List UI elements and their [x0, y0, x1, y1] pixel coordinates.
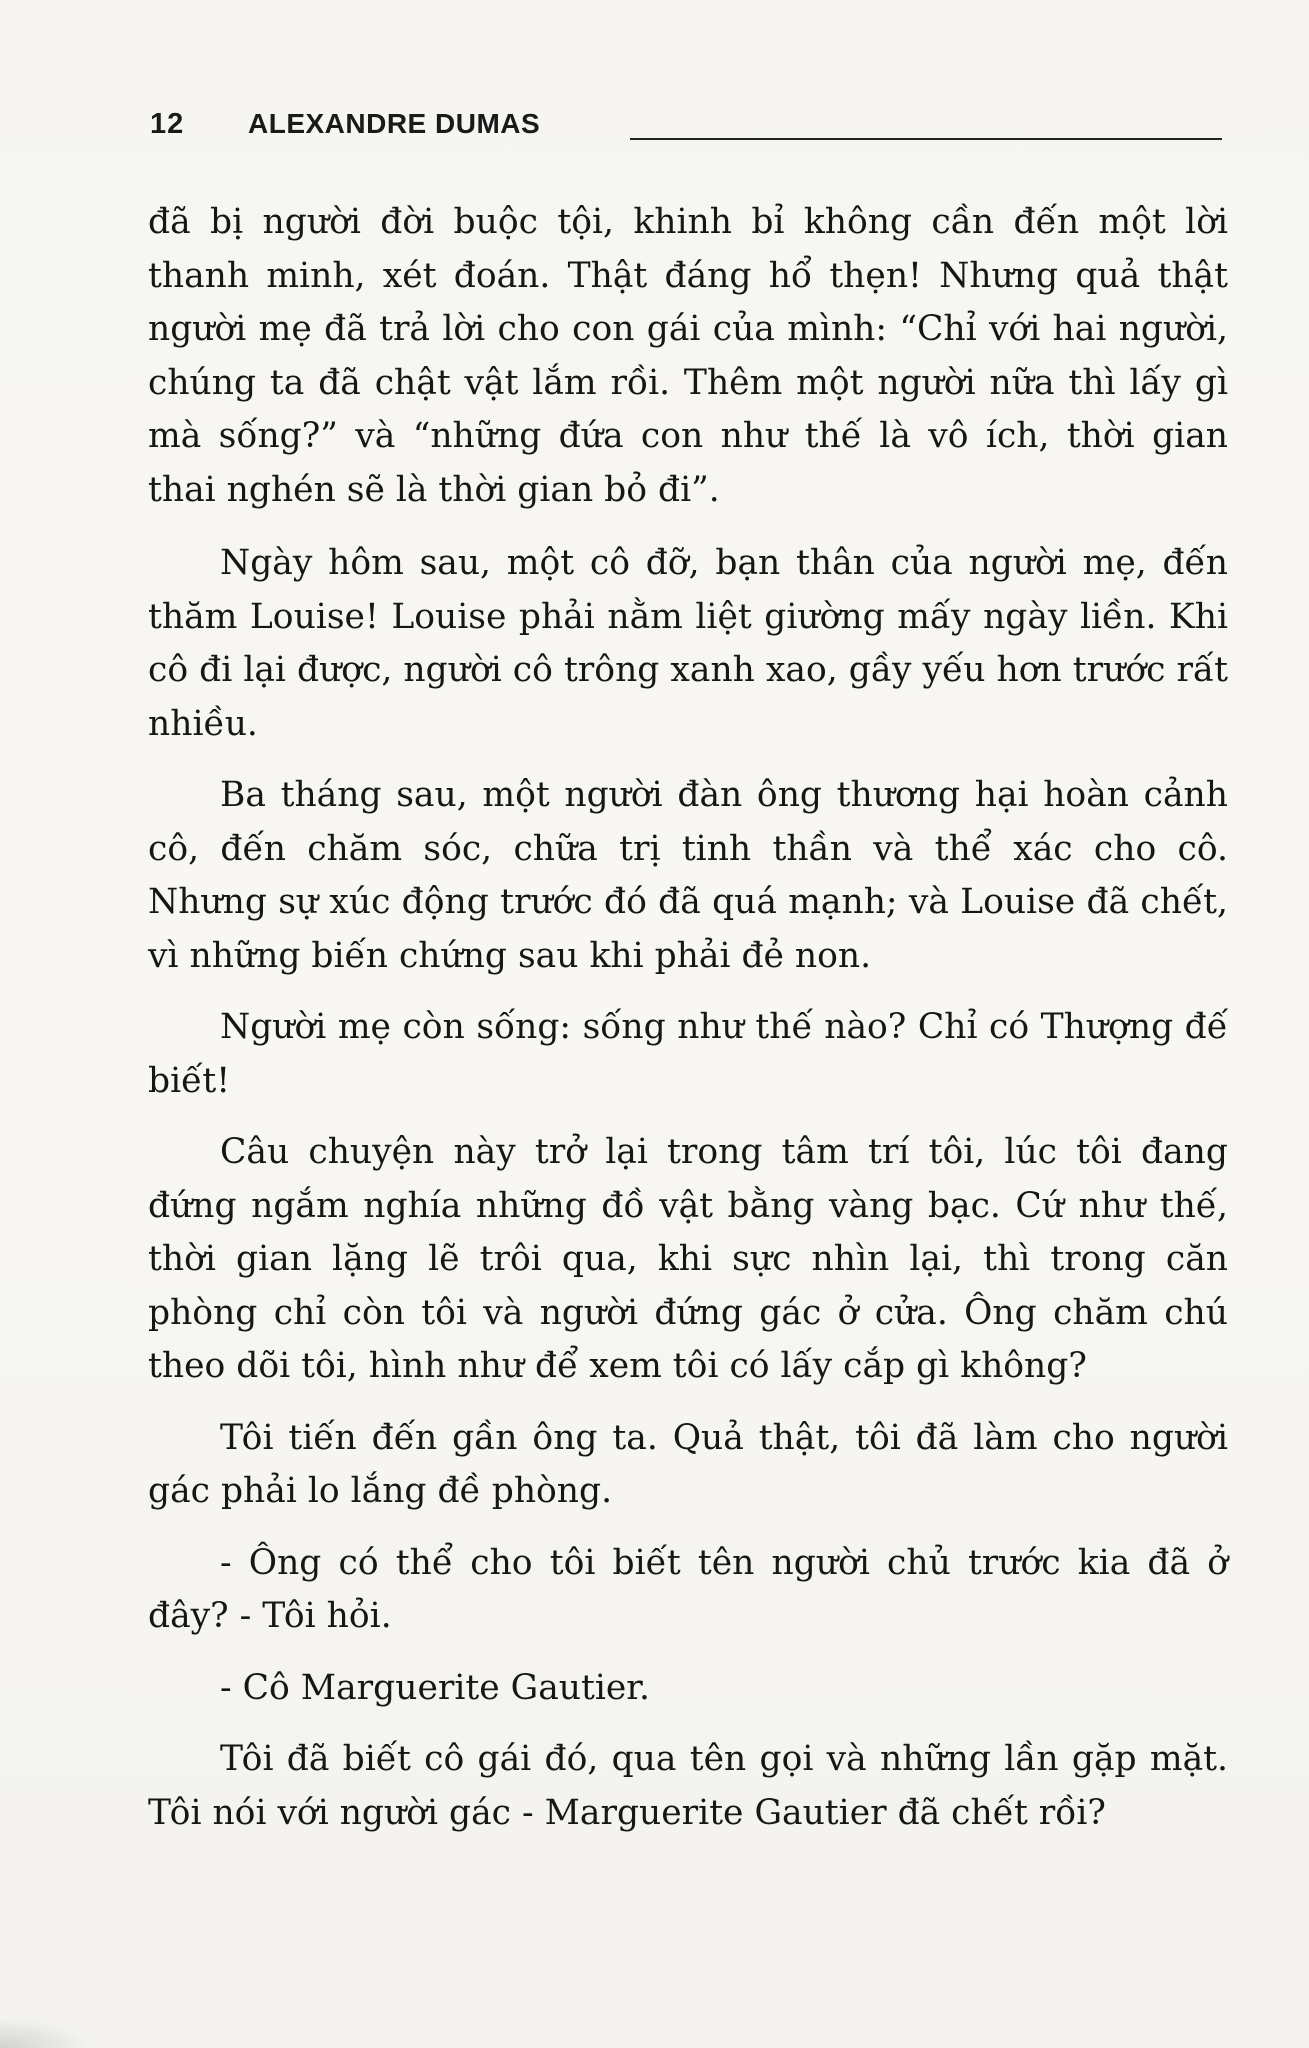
paragraph: Tôi đã biết cô gái đó, qua tên gọi và những lần gặp mặt. Tôi nói với người gác - Marguerite Gautier đã chết rồi?: [148, 1739, 1228, 1833]
paragraph: Câu chuyện này trở lại trong tâm trí tôi, lúc tôi đang đứng ngắm nghía những đồ vật bằng vàng bạc. Cứ như thế, thời gian lặng lẽ trôi qua, khi sực nhìn lại, thì trong căn phòng chỉ còn tôi và người đứng gác ở cửa. Ông chăm chú theo dõi tôi, hình như để xem tôi có lấy cắp gì không?: [148, 1132, 1228, 1386]
body-text: [148, 196, 1228, 1840]
paragraph: đã bị người đời buộc tội, khinh bỉ không cần đến một lời thanh minh, xét đoán. Thật đáng hổ thẹn! Nhưng quả thật người mẹ đã trả lời cho con gái của mình: “Chỉ với hai người, chúng ta đã chật vật lắm rồi. Thêm một người nữa thì lấy gì mà sống?” và “những đứa con như thế là vô ích, thời gian thai nghén sẽ là thời gian bỏ đi”.: [148, 202, 1228, 510]
page-number: 12: [150, 108, 185, 140]
paragraph: Người mẹ còn sống: sống như thế nào? Chỉ có Thượng đế biết!: [148, 1007, 1228, 1101]
dialogue-line: - Ông có thể cho tôi biết tên người chủ trước kia đã ở đây? - Tôi hỏi.: [148, 1542, 1228, 1636]
page-header: [150, 108, 1225, 148]
page-corner-shadow: [0, 2018, 90, 2048]
running-head-author: ALEXANDRE DUMAS: [248, 108, 541, 139]
paragraph: Tôi tiến đến gần ông ta. Quả thật, tôi đã làm cho người gác phải lo lắng đề phòng.: [148, 1417, 1228, 1511]
paragraph: Ngày hôm sau, một cô đỡ, bạn thân của người mẹ, đến thăm Louise! Louise phải nằm liệt giường mấy ngày liền. Khi cô đi lại được, người cô trông xanh xao, gầy yếu hơn trước rất nhiều.: [148, 543, 1228, 744]
header-rule: [630, 138, 1222, 140]
dialogue-line: - Cô Marguerite Gautier.: [220, 1667, 650, 1708]
paragraph: Ba tháng sau, một người đàn ông thương hại hoàn cảnh cô, đến chăm sóc, chữa trị tinh thần và thể xác cho cô. Nhưng sự xúc động trước đó đã quá mạnh; và Louise đã chết, vì những biến chứng sau khi phải đẻ non.: [148, 775, 1228, 976]
